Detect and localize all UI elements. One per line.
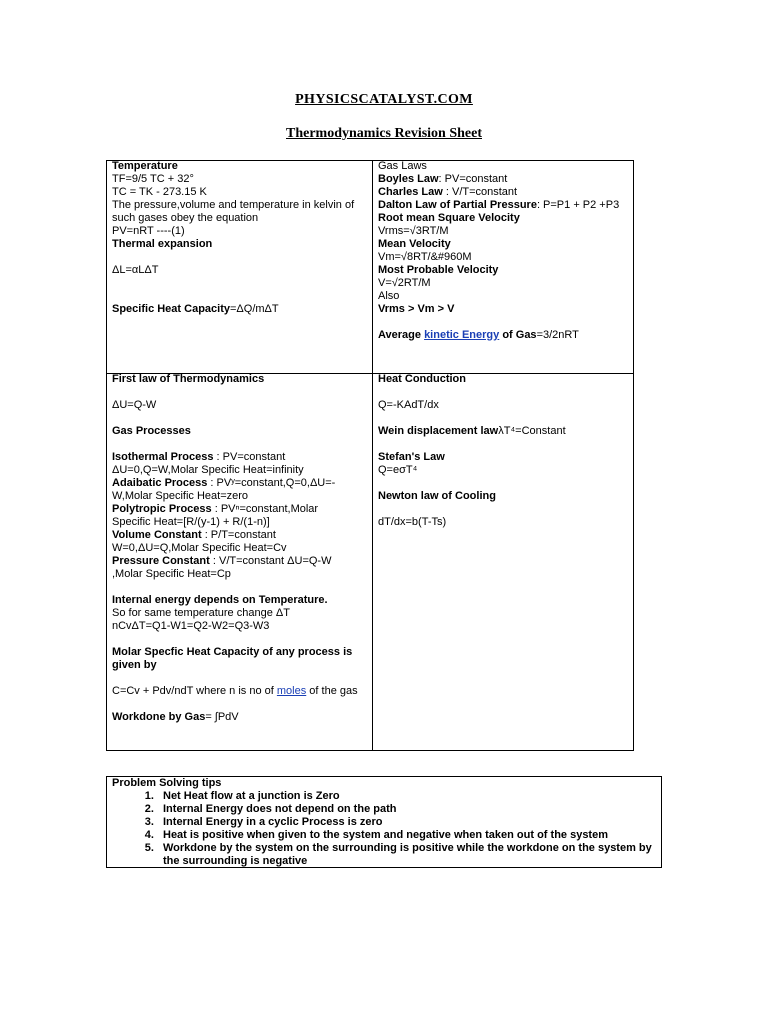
cell-line [378, 373, 630, 386]
cell-line [112, 373, 368, 386]
blank-line [378, 503, 630, 516]
cell-text: Average [378, 329, 425, 341]
page-title: Thermodynamics Revision Sheet [286, 126, 482, 141]
cell-text: : P=P1 + P2 +P3 [536, 199, 620, 211]
cell-text: Boyles Law [378, 173, 439, 185]
tip-item: 5. Workdone by the system on the surrounding is positive while the workdone on the system by the surrounding is negative [157, 842, 661, 868]
cell-line [378, 425, 630, 438]
cell-text: Thermal expansion [112, 238, 213, 250]
cell-line [112, 490, 368, 503]
cell-line [112, 607, 368, 620]
cell-text: Internal energy depends on Temperature. [112, 594, 328, 606]
cell-line [112, 685, 368, 698]
tip-item: 1. Net Heat flow at a junction is Zero [157, 790, 661, 803]
cell-text: So for same temperature change ΔT [112, 607, 290, 619]
cell-line [378, 329, 630, 342]
hyperlink[interactable]: moles [276, 685, 307, 697]
cell-line [112, 160, 368, 173]
cell-temperature [112, 160, 368, 316]
cell-text: Heat Conduction [378, 373, 466, 385]
cell-text: λT⁴=Constant [498, 425, 566, 437]
cell-text: Gas Laws [378, 160, 427, 172]
cell-line [112, 225, 368, 238]
blank-line [112, 386, 368, 399]
blank-line [112, 277, 368, 290]
cell-line [378, 186, 630, 199]
cell-text: Volume Constant [112, 529, 202, 541]
cell-line [112, 303, 368, 316]
cell-text: TF=9/5 TC + 32° [112, 173, 194, 185]
cell-text: Mean Velocity [378, 238, 451, 250]
cell-line [112, 594, 368, 607]
cell-line [112, 646, 368, 659]
hyperlink[interactable]: kinetic Energy [424, 329, 500, 341]
cell-line [378, 451, 630, 464]
cell-text: ΔL=αLΔT [112, 264, 159, 276]
cell-text: Pressure Constant [112, 555, 210, 567]
cell-heat-conduction [378, 373, 630, 529]
cell-line [112, 238, 368, 251]
cell-line [112, 464, 368, 477]
cell-text: : V/T=constant [442, 186, 518, 198]
cell-line [112, 264, 368, 277]
tips-title: Problem Solving tips [112, 777, 222, 789]
cell-text: Root mean Square Velocity [378, 212, 520, 224]
cell-line [112, 555, 368, 568]
cell-line [378, 212, 630, 225]
cell-text: ,Molar Specific Heat=Cp [112, 568, 231, 580]
blank-line [112, 698, 368, 711]
cell-line [112, 620, 368, 633]
cell-text: Molar Specfic Heat Capacity of any process is [112, 646, 353, 658]
cell-text: TC = TK - 273.15 K [112, 186, 207, 198]
cell-text: Temperature [112, 160, 178, 172]
cell-text: Q=-KAdT/dx [378, 399, 439, 411]
cell-text: ΔU=0,Q=W,Molar Specific Heat=infinity [112, 464, 304, 476]
blank-line [378, 412, 630, 425]
cell-first-law [112, 373, 368, 724]
cell-text: dT/dx=b(T-Ts) [378, 516, 447, 528]
cell-text: W=0,ΔU=Q,Molar Specific Heat=Cv [112, 542, 287, 554]
cell-text: Vrms=√3RT/M [378, 225, 449, 237]
cell-text: Workdone by Gas [112, 711, 206, 723]
cell-text: Stefan's Law [378, 451, 445, 463]
cell-text: Polytropic Process [112, 503, 212, 515]
tip-item: 4. Heat is positive when given to the system and negative when taken out of the system [157, 829, 661, 842]
cell-text: = ∫PdV [205, 711, 239, 723]
cell-text: such gases obey the equation [112, 212, 259, 224]
blank-line [378, 316, 630, 329]
cell-text: W,Molar Specific Heat=zero [112, 490, 249, 502]
tip-item: 3. Internal Energy in a cyclic Process is zero [157, 816, 661, 829]
cell-text: given by [112, 659, 157, 671]
cell-line [112, 659, 368, 672]
blank-line [378, 386, 630, 399]
cell-line [378, 264, 630, 277]
cell-text: : V/T=constant ΔU=Q-W [209, 555, 332, 567]
cell-line [378, 290, 630, 303]
blank-line [378, 477, 630, 490]
cell-line [112, 503, 368, 516]
cell-text: of Gas [499, 329, 537, 341]
cell-text: of the gas [306, 685, 358, 697]
cell-text: The pressure,volume and temperature in kelvin of [112, 199, 355, 211]
cell-text: C=Cv + Pdv/ndT where n is no of [112, 685, 277, 697]
cell-text: Isothermal Process [112, 451, 214, 463]
cell-line [112, 199, 368, 212]
cell-line [378, 160, 630, 173]
cell-text: V=√2RT/M [378, 277, 431, 289]
cell-text: : PV=constant [438, 173, 508, 185]
cell-text: Dalton Law of Partial Pressure [378, 199, 537, 211]
cell-text: Gas Processes [112, 425, 191, 437]
cell-text: First law of Thermodynamics [112, 373, 265, 385]
cell-line [112, 451, 368, 464]
cell-text: Specific Heat=[R/(y-1) + R/(1-n)] [112, 516, 270, 528]
cell-line [378, 490, 630, 503]
cell-line [112, 425, 368, 438]
cell-text: ΔU=Q-W [112, 399, 157, 411]
blank-line [112, 412, 368, 425]
blank-line [112, 438, 368, 451]
cell-line [378, 516, 630, 529]
cell-text: Wein displacement law [378, 425, 499, 437]
cell-line [112, 516, 368, 529]
cell-text: : PV=constant [213, 451, 286, 463]
cell-line [112, 529, 368, 542]
cell-text: PV=nRT ----(1) [112, 225, 185, 237]
problem-solving-tips [106, 776, 662, 868]
cell-text: nCvΔT=Q1-W1=Q2-W2=Q3-W3 [112, 620, 270, 632]
tips-list [112, 790, 661, 868]
cell-line [112, 568, 368, 581]
cell-line [378, 464, 630, 477]
cell-line [378, 225, 630, 238]
cell-line [112, 186, 368, 199]
blank-line [112, 672, 368, 685]
cell-line [112, 711, 368, 724]
cell-text: Vrms > Vm > V [378, 303, 455, 315]
blank-line [112, 251, 368, 264]
cell-gas-laws [378, 160, 630, 342]
cell-line [378, 199, 630, 212]
cell-line [112, 399, 368, 412]
tip-item: 2. Internal Energy does not depend on the path [157, 803, 661, 816]
table-column-divider [372, 160, 373, 750]
cell-line [378, 277, 630, 290]
cell-text: Charles Law [378, 186, 443, 198]
cell-text: : P/T=constant [201, 529, 276, 541]
cell-text: Vm=√8RT/&#960M [378, 251, 472, 263]
cell-line [112, 477, 368, 490]
cell-line [378, 399, 630, 412]
cell-line [378, 303, 630, 316]
cell-text: Q=eσT⁴ [378, 464, 418, 476]
cell-line [378, 238, 630, 251]
cell-text: : PVⁿ=constant,Molar [211, 503, 319, 515]
blank-line [112, 581, 368, 594]
blank-line [378, 438, 630, 451]
site-name: PHYSICSCATALYST.COM [295, 92, 473, 107]
cell-text: : PVʸ=constant,Q=0,ΔU=- [207, 477, 336, 489]
cell-line [112, 542, 368, 555]
cell-line [378, 251, 630, 264]
cell-text: Also [378, 290, 400, 302]
cell-line [378, 173, 630, 186]
cell-text: =ΔQ/mΔT [230, 303, 279, 315]
cell-text: Most Probable Velocity [378, 264, 499, 276]
cell-text: Newton law of Cooling [378, 490, 496, 502]
cell-text: Adaibatic Process [112, 477, 208, 489]
blank-line [112, 633, 368, 646]
cell-line [112, 173, 368, 186]
cell-text: =3/2nRT [536, 329, 579, 341]
cell-text: Specific Heat Capacity [112, 303, 230, 315]
cell-line [112, 212, 368, 225]
blank-line [112, 290, 368, 303]
